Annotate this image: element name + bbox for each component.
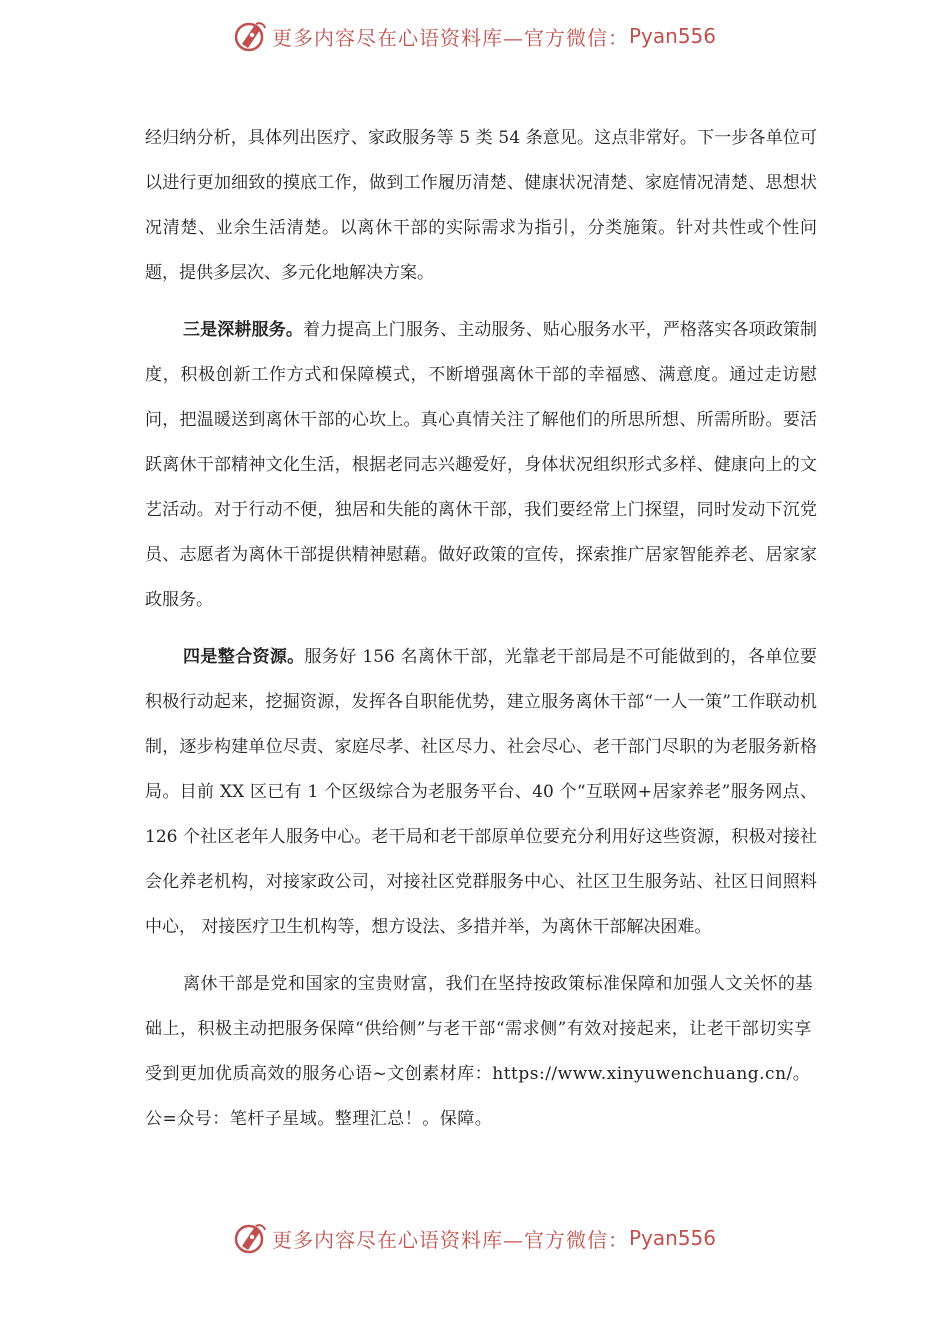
paragraph-1 [145, 116, 817, 296]
paragraph-2-lead: 三是深耕服务。 [183, 320, 303, 340]
paragraph-2 [145, 308, 817, 623]
paragraph-1-body: 经归纳分析，具体列出医疗、家政服务等 5 类 54 条意见。这点非常好。下一步各单位可以进行更加细致的摸底工作，做到工作履历清楚、健康状况清楚、家庭情况清楚、思想状况清楚、业余生活清楚。以离休干部的实际需求为指引，分类施策。针对共性或个性问题，提供多层次、多元化地解决方案。 [145, 128, 817, 283]
watermark-banner-top [232, 16, 732, 56]
watermark-banner-bottom [232, 1218, 732, 1258]
paragraph-2-body: 着力提高上门服务、主动服务、贴心服务水平，严格落实各项政策制度，积极创新工作方式和保障模式，不断增强离休干部的幸福感、满意度。通过走访慰问，把温暖送到离休干部的心坎上。真心真情关注了解他们的所思所想、所需所盼。要活跃离休干部精神文化生活，根据老同志兴趣爱好，身体状况组织形式多样、健康向上的文艺活动。对于行动不便，独居和失能的离休干部，我们要经常上门探望，同时发动下沉党员、志愿者为离休干部提供精神慰藉。做好政策的宣传，探索推广居家智能养老、居家家政服务。 [145, 320, 818, 610]
watermark-id: Pyan556 [629, 1226, 717, 1250]
paragraph-3 [145, 635, 817, 950]
paragraph-3-body: 服务好 156 名离休干部，光靠老干部局是不可能做到的，各单位要积极行动起来，挖掘资源，发挥各自职能优势，建立服务离休干部“一人一策”工作联动机制，逐步构建单位尽责、家庭尽孝、社区尽力、社会尽心、老干部门尽职的为老服务新格局。目前 XX 区已有 1 个区级综合为老服务平台、40 个“互联网+居家养老”服务网点、126 个社区老年人服务中心。老干局和老干部原单位要充分利用好这些资源，积极对接社会化养老机构，对接家政公司，对接社区党群服务中心、社区卫生服务站、社区日间照料中心， 对接医疗卫生机构等，想方设法、多措并举，为离休干部解决困难。 [145, 647, 817, 937]
pen-nib-logo-icon [232, 1220, 268, 1256]
paragraph-3-lead: 四是整合资源。 [183, 647, 305, 667]
closing-paragraph: 离休干部是党和国家的宝贵财富，我们在坚持按政策标准保障和加强人文关怀的基础上，积极主动把服务保障“供给侧”与老干部“需求侧”有效对接起来，让老干部切实享受到更加优质高效的服务心语~文创素材库：https://www.xinyuwenchuang.cn/。公=众号：笔杆子星域。整理汇总！。保障。 [145, 974, 813, 1129]
document-body [145, 116, 817, 1142]
watermark-id: Pyan556 [629, 24, 717, 48]
watermark-text: 更多内容尽在心语资料库—官方微信： [272, 25, 629, 50]
pen-nib-logo-icon [232, 18, 268, 54]
watermark-text: 更多内容尽在心语资料库—官方微信： [272, 1227, 629, 1252]
